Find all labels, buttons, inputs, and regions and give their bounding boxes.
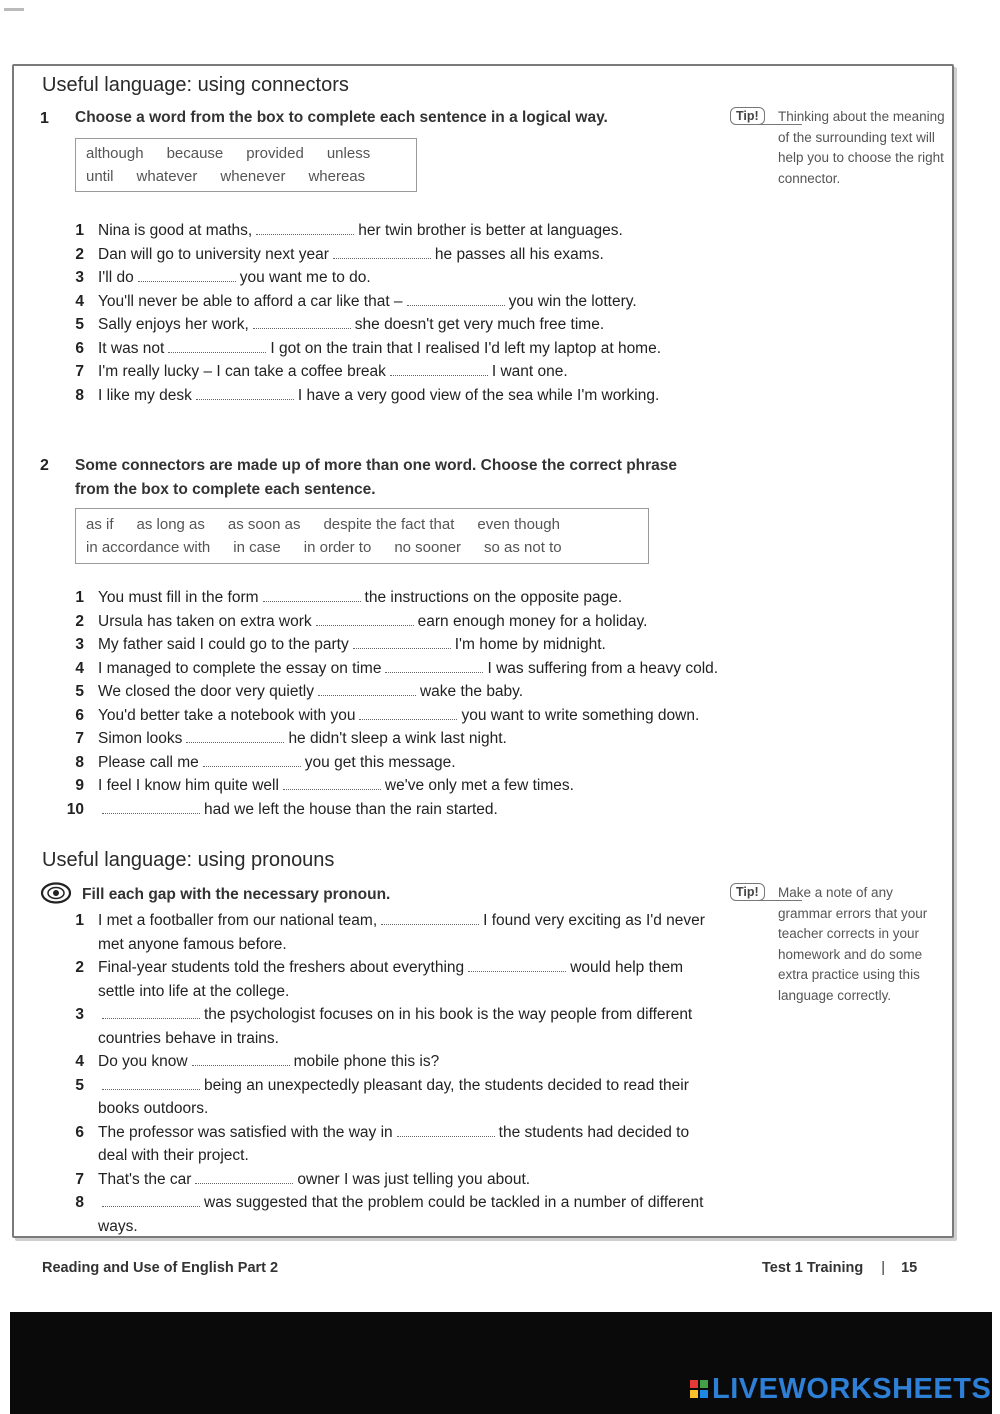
box-word: although xyxy=(86,145,144,162)
item-text-after: you want to write something down. xyxy=(461,706,700,724)
exercise-1-number: 1 xyxy=(40,110,49,127)
exercise-item xyxy=(60,774,820,798)
item-number: 4 xyxy=(75,292,84,310)
item-text-before: You'll never be able to afford a car like that – xyxy=(98,292,403,310)
item-text-after: I was suffering from a heavy cold. xyxy=(487,659,719,677)
exercise-item xyxy=(60,610,820,634)
box-word: as long as xyxy=(136,516,205,533)
box-word: until xyxy=(86,168,114,185)
item-number: 3 xyxy=(75,636,84,653)
item-text-after: mobile phone this is? xyxy=(293,1053,440,1070)
exercise-item xyxy=(60,1121,720,1168)
answer-gap[interactable] xyxy=(381,912,479,925)
footer-test-label: Test 1 Training xyxy=(762,1260,864,1276)
answer-gap[interactable] xyxy=(359,707,457,720)
item-text-after: was suggested that the problem could be tackled in a number of different ways. xyxy=(98,1194,704,1235)
exercise-item xyxy=(60,1003,720,1050)
item-text-before: Please call me xyxy=(98,753,199,771)
answer-gap[interactable] xyxy=(102,1077,200,1090)
answer-gap[interactable] xyxy=(468,959,566,972)
tip-1-label: Tip! xyxy=(730,107,765,125)
tip-1-text: Thinking about the meaning of the surrounding text will help you to choose the right connector. xyxy=(778,109,945,186)
item-number: 7 xyxy=(75,363,84,380)
answer-gap[interactable] xyxy=(263,589,361,602)
answer-gap[interactable] xyxy=(138,269,236,282)
exercise-item xyxy=(60,657,820,681)
item-text-after: I'm home by midnight. xyxy=(454,636,606,653)
tip-2-label: Tip! xyxy=(730,883,765,901)
item-text-after: the psychologist focuses on in his book is the way people from different countries behave in trains. xyxy=(98,1006,693,1047)
box-word: as if xyxy=(86,516,114,533)
item-text-before: I like my desk xyxy=(98,386,192,404)
exercise-item xyxy=(60,337,820,361)
page-number: 15 xyxy=(901,1260,918,1276)
item-text-before: Simon looks xyxy=(98,730,183,747)
scan-mark xyxy=(4,8,24,11)
item-text-after: I found very exciting as I'd never met anyone famous before. xyxy=(98,912,705,953)
brand-text: LIVEWORKSHEETS xyxy=(712,1372,992,1405)
item-number: 1 xyxy=(75,912,84,929)
item-text-after: being an unexpectedly pleasant day, the students decided to read their books outdoors. xyxy=(98,1076,689,1117)
exercise-item xyxy=(60,909,720,956)
item-text-after: would help them settle into life at the college. xyxy=(98,959,684,1000)
exercise-1-items xyxy=(60,219,820,407)
item-text-before: You'd better take a notebook with you xyxy=(98,706,356,724)
box-word: unless xyxy=(326,145,371,162)
answer-gap[interactable] xyxy=(203,754,301,767)
item-number: 2 xyxy=(75,959,84,976)
item-text-after: the students had decided to deal with their project. xyxy=(98,1123,690,1164)
exercise-item xyxy=(60,680,820,704)
answer-gap[interactable] xyxy=(407,293,505,306)
footer-left: Reading and Use of English Part 2 xyxy=(42,1260,279,1276)
answer-gap[interactable] xyxy=(353,636,451,649)
word-box-2-row-1 xyxy=(86,513,638,536)
item-number: 6 xyxy=(75,706,84,724)
exercise-1-instruction: Choose a word from the box to complete each sentence in a logical way. xyxy=(75,109,608,126)
box-word: as soon as xyxy=(227,516,301,533)
logo-square xyxy=(700,1390,708,1398)
item-text-after: her twin brother is better at languages. xyxy=(358,222,623,239)
box-word: despite the fact that xyxy=(323,516,455,533)
word-box-2-row-2 xyxy=(86,536,638,559)
section-title-connectors: Useful language: using connectors xyxy=(42,74,349,96)
exercise-item xyxy=(60,290,820,314)
item-number: 3 xyxy=(75,1006,84,1023)
item-number: 4 xyxy=(75,1053,84,1070)
liveworksheets-brand[interactable] xyxy=(690,1372,991,1406)
item-text-after: you want me to do. xyxy=(239,269,371,286)
item-text-before: Final-year students told the freshers about everything xyxy=(98,959,465,976)
exercise-item xyxy=(60,219,820,243)
item-number: 5 xyxy=(75,316,84,333)
word-box-2 xyxy=(75,508,649,564)
exercise-item xyxy=(60,360,820,384)
key-skill-icon xyxy=(40,882,72,904)
answer-gap[interactable] xyxy=(102,1194,200,1207)
tip-2-text: Make a note of any grammar errors that your teacher corrects in your homework and do some extra practice using this language correctly. xyxy=(778,885,928,1003)
box-word: in order to xyxy=(303,539,372,556)
item-text-before: Dan will go to university next year xyxy=(98,245,329,263)
box-word: in accordance with xyxy=(86,539,211,556)
exercise-item xyxy=(60,384,820,408)
answer-gap[interactable] xyxy=(283,777,381,790)
answer-gap[interactable] xyxy=(256,222,354,235)
section-title-pronouns: Useful language: using pronouns xyxy=(42,849,335,871)
item-number: 2 xyxy=(75,245,84,263)
answer-gap[interactable] xyxy=(316,613,414,626)
item-text-before: You must fill in the form xyxy=(98,589,259,606)
item-number: 10 xyxy=(66,800,84,818)
box-word: whenever xyxy=(220,168,286,185)
answer-gap[interactable] xyxy=(333,246,431,259)
item-text-after: had we left the house than the rain started. xyxy=(204,800,498,818)
pronouns-items xyxy=(60,909,720,1238)
item-number: 2 xyxy=(75,612,84,630)
box-word: provided xyxy=(246,145,304,162)
item-text-after: she doesn't get very much free time. xyxy=(354,316,605,333)
item-number: 5 xyxy=(75,683,84,700)
item-text-before: I'm really lucky – I can take a coffee break xyxy=(98,363,386,380)
item-text-before: We closed the door very quietly xyxy=(98,683,314,700)
item-text-before: I met a footballer from our national team, xyxy=(98,912,378,929)
item-text-after: owner I was just telling you about. xyxy=(297,1170,531,1188)
item-number: 4 xyxy=(75,659,84,677)
pronouns-instruction: Fill each gap with the necessary pronoun. xyxy=(82,886,391,903)
exercise-2-instruction-line-1: Some connectors are made up of more than one word. Choose the correct phrase xyxy=(75,457,678,474)
exercise-item xyxy=(60,243,820,267)
item-text-after: he didn't sleep a wink last night. xyxy=(288,730,507,747)
answer-gap[interactable] xyxy=(102,1006,200,1019)
box-word: no sooner xyxy=(394,539,462,556)
item-text-before: I managed to complete the essay on time xyxy=(98,659,382,677)
item-text-after: I got on the train that I realised I'd left my laptop at home. xyxy=(270,339,662,357)
word-box-1 xyxy=(75,138,417,192)
answer-gap[interactable] xyxy=(318,683,416,696)
exercise-item xyxy=(60,313,820,337)
liveworksheets-logo-icon xyxy=(690,1380,708,1398)
word-box-1-row-1 xyxy=(86,142,406,165)
exercise-item xyxy=(60,798,820,822)
item-text-after: I want one. xyxy=(491,363,568,380)
footer-separator: | xyxy=(881,1260,886,1276)
item-number: 8 xyxy=(75,386,84,404)
word-box-1-row-2 xyxy=(86,165,406,188)
box-word: whatever xyxy=(136,168,198,185)
item-text-before: My father said I could go to the party xyxy=(98,636,349,653)
answer-gap[interactable] xyxy=(192,1053,290,1066)
item-text-before: Nina is good at maths, xyxy=(98,222,253,239)
exercise-item xyxy=(60,956,720,1003)
item-number: 7 xyxy=(75,1170,84,1188)
item-number: 3 xyxy=(75,269,84,286)
item-number: 6 xyxy=(75,339,84,357)
item-text-before: I feel I know him quite well xyxy=(98,777,279,794)
item-number: 9 xyxy=(75,777,84,794)
item-number: 1 xyxy=(75,222,84,239)
exercise-item xyxy=(60,1168,720,1192)
item-text-after: earn enough money for a holiday. xyxy=(417,612,648,630)
answer-gap[interactable] xyxy=(168,340,266,353)
item-text-before: It was not xyxy=(98,339,165,357)
footer-right xyxy=(762,1260,917,1276)
item-text-after: we've only met a few times. xyxy=(384,777,574,794)
answer-gap[interactable] xyxy=(196,387,294,400)
exercise-item xyxy=(60,751,820,775)
item-text-after: I have a very good view of the sea while I'm working. xyxy=(297,386,660,404)
item-number: 8 xyxy=(75,753,84,771)
exercise-item xyxy=(60,704,820,728)
answer-gap[interactable] xyxy=(186,730,284,743)
box-word: because xyxy=(166,145,224,162)
answer-gap[interactable] xyxy=(385,660,483,673)
item-text-before: The professor was satisfied with the way in xyxy=(98,1123,393,1141)
box-word: even though xyxy=(477,516,560,533)
answer-gap[interactable] xyxy=(195,1171,293,1184)
exercise-2-instruction xyxy=(75,454,677,502)
item-text-after: wake the baby. xyxy=(419,683,524,700)
item-text-before: Sally enjoys her work, xyxy=(98,316,249,333)
box-word: so as not to xyxy=(484,539,562,556)
item-text-after: you win the lottery. xyxy=(508,292,637,310)
logo-square xyxy=(690,1380,698,1388)
exercise-item xyxy=(60,633,820,657)
item-number: 8 xyxy=(75,1194,84,1211)
exercise-item xyxy=(60,586,820,610)
exercise-item xyxy=(60,1050,720,1074)
box-word: in case xyxy=(233,539,281,556)
item-text-after: the instructions on the opposite page. xyxy=(364,589,623,606)
answer-gap[interactable] xyxy=(390,363,488,376)
item-text-before: Ursula has taken on extra work xyxy=(98,612,312,630)
exercise-2-items xyxy=(60,586,820,821)
item-text-before: I'll do xyxy=(98,269,134,286)
item-text-before: That's the car xyxy=(98,1170,192,1188)
exercise-item xyxy=(60,727,820,751)
exercise-item xyxy=(60,266,820,290)
item-number: 7 xyxy=(75,730,84,747)
exercise-2-instruction-line-2: from the box to complete each sentence. xyxy=(75,481,376,498)
item-number: 6 xyxy=(75,1123,84,1141)
logo-square xyxy=(700,1380,708,1388)
item-text-before: Do you know xyxy=(98,1053,188,1070)
exercise-2-number: 2 xyxy=(40,457,49,474)
item-text-after: you get this message. xyxy=(304,753,456,771)
exercise-item xyxy=(60,1191,720,1238)
item-number: 1 xyxy=(75,589,84,606)
exercise-item xyxy=(60,1074,720,1121)
answer-gap[interactable] xyxy=(102,801,200,814)
box-word: whereas xyxy=(308,168,366,185)
answer-gap[interactable] xyxy=(253,316,351,329)
item-number: 5 xyxy=(75,1076,84,1094)
logo-square xyxy=(690,1390,698,1398)
answer-gap[interactable] xyxy=(397,1124,495,1137)
item-text-after: he passes all his exams. xyxy=(434,245,604,263)
